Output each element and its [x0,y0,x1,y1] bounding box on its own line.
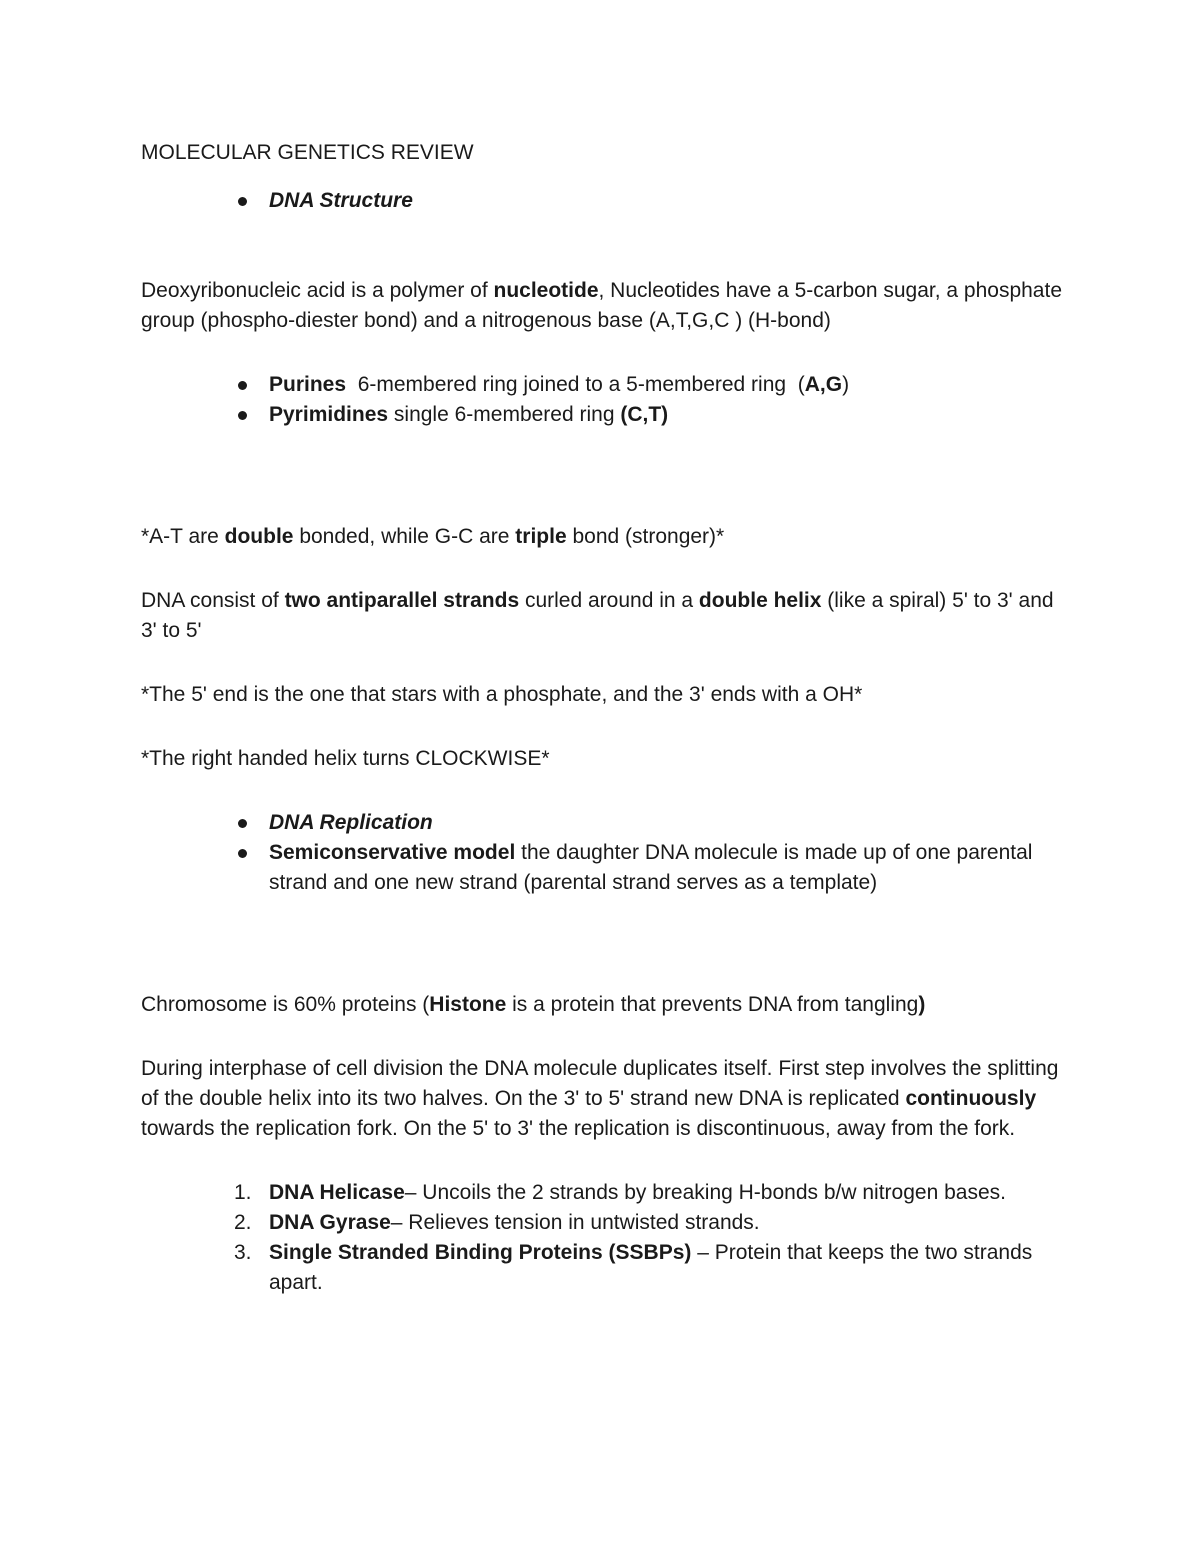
enzymes-list [141,1178,1071,1298]
paragraph-chromosome: Chromosome is 60% proteins (Histone is a protein that prevents DNA from tangling) [141,993,926,1016]
bullet-icon [238,197,247,206]
document-title: MOLECULAR GENETICS REVIEW [141,141,474,164]
list-number: 1. [234,1181,252,1204]
section-dna-structure [141,186,1071,216]
list-number: 2. [234,1211,252,1234]
list-item: Pyrimidines single 6-membered ring (C,T) [141,400,1071,430]
section-dna-replication [141,808,1071,898]
list-item: Purines 6-membered ring joined to a 5-membered ring (A,G) [141,370,1071,400]
paragraph-nucleotide: Deoxyribonucleic acid is a polymer of nucleotide, Nucleotides have a 5-carbon sugar, a phosphate group (phospho-diester bond) and a nitrogenous base (A,T,G,C ) (H-bond) [141,279,1062,332]
bullet-icon [238,819,247,828]
section-heading: DNA Structure [269,189,413,212]
section-heading: DNA Replication [269,811,433,834]
list-item: 1. DNA Helicase– Uncoils the 2 strands by breaking H-bonds b/w nitrogen bases. [141,1178,1071,1208]
paragraph-bonds: *A-T are double bonded, while G-C are triple bond (stronger)* [141,525,725,548]
bullet-icon [238,381,247,390]
list-item: 3. Single Stranded Binding Proteins (SSBPs) – Protein that keeps the two strands apart. [141,1238,1071,1298]
paragraph-helix: *The right handed helix turns CLOCKWISE* [141,747,550,770]
paragraph-strands: DNA consist of two antiparallel strands curled around in a double helix (like a spiral) 5' to 3' and 3' to 5' [141,589,1054,642]
bullet-icon [238,411,247,420]
bullet-icon [238,849,247,858]
list-number: 3. [234,1241,252,1264]
list-item: Semiconservative model the daughter DNA molecule is made up of one parental strand and one new strand (parental strand serves as a template) [141,838,1071,898]
bases-list [141,370,1071,430]
list-item: 2. DNA Gyrase– Relieves tension in untwisted strands. [141,1208,1071,1238]
list-item [141,808,1071,838]
document-page [141,138,1071,1298]
paragraph-interphase: During interphase of cell division the DNA molecule duplicates itself. First step involves the splitting of the double helix into its two halves. On the 3' to 5' strand new DNA is replicated continuously towards the replication fork. On the 5' to 3' the replication is discontinuous, away from the fork. [141,1057,1059,1140]
list-item [141,186,1071,216]
paragraph-ends: *The 5' end is the one that stars with a phosphate, and the 3' ends with a OH* [141,683,863,706]
